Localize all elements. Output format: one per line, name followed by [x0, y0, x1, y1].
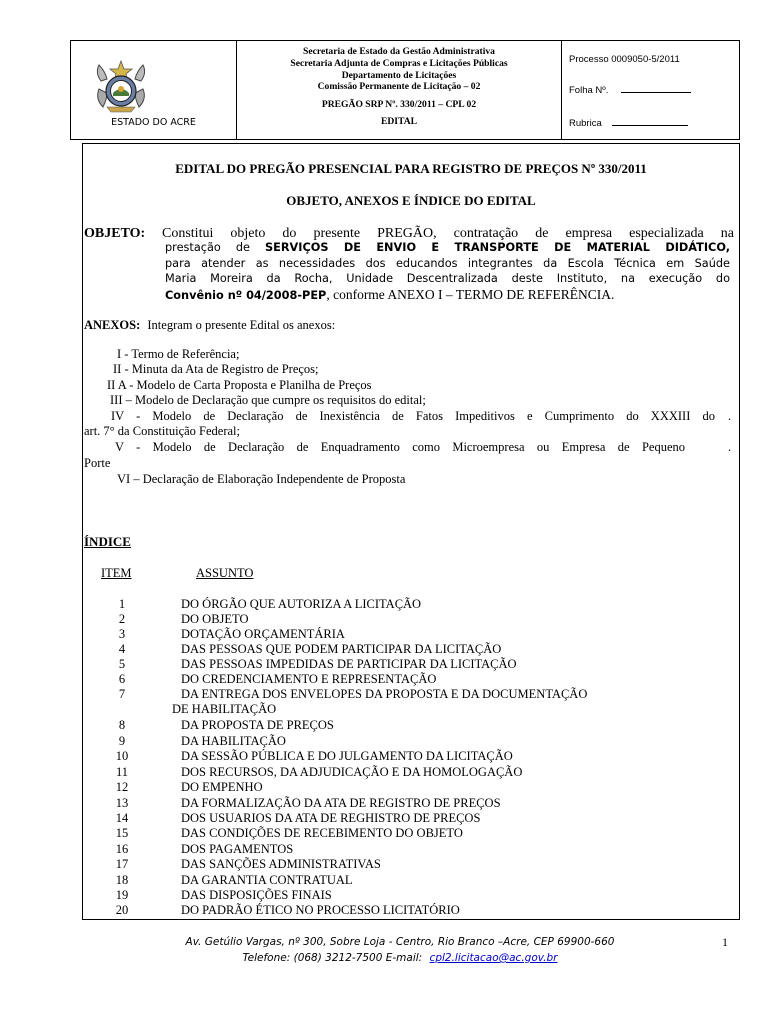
indice-item-text: DA ENTREGA DOS ENVELOPES DA PROPOSTA E DA DOCUMENTAÇÃO — [181, 687, 588, 701]
indice-item-number: 16 — [115, 842, 129, 856]
objeto-line: prestação de — [165, 241, 265, 254]
indice-item-number: 5 — [118, 657, 126, 671]
footer-contact — [120, 952, 680, 964]
indice-item-number: 4 — [118, 642, 126, 656]
indice-item-text: DAS DISPOSIÇÕES FINAIS — [181, 888, 332, 902]
indice-item-number: 13 — [115, 796, 129, 810]
indice-item-text: DA GARANTIA CONTRATUAL — [181, 873, 353, 887]
header-line: Secretaria de Estado da Gestão Administrativa — [303, 46, 495, 57]
anexos-intro: Integram o presente Edital os anexos: — [147, 318, 336, 332]
anexos-heading — [84, 318, 335, 333]
anexo-item: I - Termo de Referência; — [117, 347, 240, 361]
indice-item-text: DOS PAGAMENTOS — [181, 842, 294, 856]
footer-phone: Telefone: (068) 3212-7500 E-mail: — [242, 952, 423, 964]
folha-label: Folha Nº. — [569, 85, 609, 96]
anexo-item: Porte — [84, 456, 111, 470]
header-line: Secretaria Adjunta de Compras e Licitações Públicas — [290, 57, 508, 69]
indice-item-text: DOS RECURSOS, DA ADJUDICAÇÃO E DA HOMOLOGAÇÃO — [181, 765, 523, 779]
indice-item-text: DAS PESSOAS QUE PODEM PARTICIPAR DA LICITAÇÃO — [181, 642, 502, 656]
indice-item-number: 8 — [118, 718, 126, 732]
folha-field — [569, 85, 691, 96]
rubrica-field — [569, 118, 688, 129]
objeto-body — [165, 240, 730, 303]
indice-item-text: DOTAÇÃO ORÇAMENTÁRIA — [181, 627, 345, 641]
indice-item-text: DAS SANÇÕES ADMINISTRATIVAS — [181, 857, 381, 871]
indice-item-number: 18 — [115, 873, 129, 887]
indice-item-text: DAS CONDIÇÕES DE RECEBIMENTO DO OBJETO — [181, 826, 463, 840]
indice-item-number: 20 — [115, 903, 129, 917]
indice-item-number: 9 — [118, 734, 126, 748]
anexo-dot: . — [728, 440, 732, 454]
header-line: Departamento de Licitações — [341, 69, 457, 81]
indice-item-number: 12 — [115, 780, 129, 794]
indice-item-continuation: DE HABILITAÇÃO — [172, 702, 277, 716]
document-title: EDITAL DO PREGÃO PRESENCIAL PARA REGISTRO DE PREÇOS Nº 330/2011 — [175, 161, 647, 176]
indice-item-number: 7 — [118, 687, 126, 701]
indice-item-number: 17 — [115, 857, 129, 871]
anexo-item: III – Modelo de Declaração que cumpre os requisitos do edital; — [110, 393, 426, 407]
anexo-dot: . — [728, 409, 732, 423]
indice-item-text: DOS USUARIOS DA ATA DE REGHISTRO DE PREÇOS — [181, 811, 481, 825]
objeto-line: para atender as necessidades dos educandos integrantes da Escola Técnica em Saúde — [165, 256, 730, 270]
convenio-label: Convênio nº 04/2008-PEP — [165, 288, 327, 302]
indice-item-number: 19 — [115, 888, 129, 902]
indice-item-number: 3 — [118, 627, 126, 641]
objeto-service: SERVIÇOS DE ENVIO E TRANSPORTE DE MATERIAL DIDÁTICO, — [264, 241, 730, 254]
indice-item-text: DO ÓRGÃO QUE AUTORIZA A LICITAÇÃO — [181, 597, 422, 611]
indice-item-text: DO PADRÃO ÉTICO NO PROCESSO LICITATÓRIO — [181, 903, 460, 917]
indice-item-number: 14 — [115, 811, 129, 825]
indice-item-number: 1 — [118, 597, 126, 611]
anexo-item: art. 7° da Constituição Federal; — [84, 424, 240, 438]
footer-address: Av. Getúlio Vargas, nº 300, Sobre Loja - Centro, Rio Branco –Acre, CEP 69900-660 — [185, 936, 615, 948]
header-divider — [561, 41, 562, 139]
indice-item-text: DAS PESSOAS IMPEDIDAS DE PARTICIPAR DA LICITAÇÃO — [181, 657, 517, 671]
objeto-line: Maria Moreira da Rocha, Unidade Descentralizada deste Instituto, na execução do — [165, 272, 730, 285]
anexos-label: ANEXOS: — [84, 318, 141, 332]
folha-blank — [621, 92, 691, 93]
anexo-item: V - Modelo de Declaração de Enquadramento como Microempresa ou Empresa de Pequeno — [115, 440, 685, 454]
indice-item-text: DA SESSÃO PÚBLICA E DO JULGAMENTO DA LICITAÇÃO — [181, 749, 513, 763]
anexo-item: VI – Declaração de Elaboração Independente de Proposta — [117, 472, 406, 486]
indice-item-number: 15 — [115, 826, 129, 840]
document-header — [70, 40, 740, 140]
processo-number: Processo 0009050-5/2011 — [569, 54, 680, 65]
document-subtitle: OBJETO, ANEXOS E ÍNDICE DO EDITAL — [286, 193, 536, 208]
pregao-number: PREGÃO SRP Nº. 330/2011 – CPL 02 — [321, 99, 477, 111]
indice-col-assunto: ASSUNTO — [196, 566, 254, 580]
anexo-item: II - Minuta da Ata de Registro de Preços; — [113, 362, 319, 376]
indice-item-number: 10 — [115, 749, 129, 763]
indice-heading: ÍNDICE — [84, 534, 131, 549]
objeto-label: OBJETO: — [84, 226, 146, 241]
indice-item-text: DO EMPENHO — [181, 780, 263, 794]
state-label: ESTADO DO ACRE — [111, 117, 196, 128]
header-line: Comissão Permanente de Licitação – 02 — [317, 81, 481, 93]
acre-coat-of-arms-icon — [93, 59, 149, 115]
indice-item-number: 6 — [118, 672, 126, 686]
objeto-line: Constitui objeto do presente PREGÃO, contratação de empresa especializada na — [162, 226, 735, 241]
header-institution — [237, 46, 561, 128]
objeto-line: , conforme ANEXO I – TERMO DE REFERÊNCIA. — [326, 286, 615, 302]
anexo-item: IV - Modelo de Declaração de Inexistência de Fatos Impeditivos e Cumprimento do XXXIII do — [111, 409, 715, 423]
page-number: 1 — [722, 935, 728, 949]
rubrica-label: Rubrica — [569, 118, 602, 129]
anexo-item: II A - Modelo de Carta Proposta e Planilha de Preços — [107, 378, 372, 392]
indice-item-number: 11 — [115, 765, 129, 779]
indice-item-text: DA PROPOSTA DE PREÇOS — [181, 718, 334, 732]
email-link[interactable]: cpl2.licitacao@ac.gov.br — [429, 952, 558, 964]
indice-item-number: 2 — [118, 612, 126, 626]
rubrica-blank — [612, 125, 688, 126]
indice-col-item: ITEM — [101, 566, 132, 580]
indice-item-text: DA HABILITAÇÃO — [181, 734, 286, 748]
indice-item-text: DO CREDENCIAMENTO E REPRESENTAÇÃO — [181, 672, 437, 686]
indice-item-text: DO OBJETO — [181, 612, 249, 626]
edital-label: EDITAL — [380, 115, 418, 127]
indice-item-text: DA FORMALIZAÇÃO DA ATA DE REGISTRO DE PREÇOS — [181, 796, 501, 810]
